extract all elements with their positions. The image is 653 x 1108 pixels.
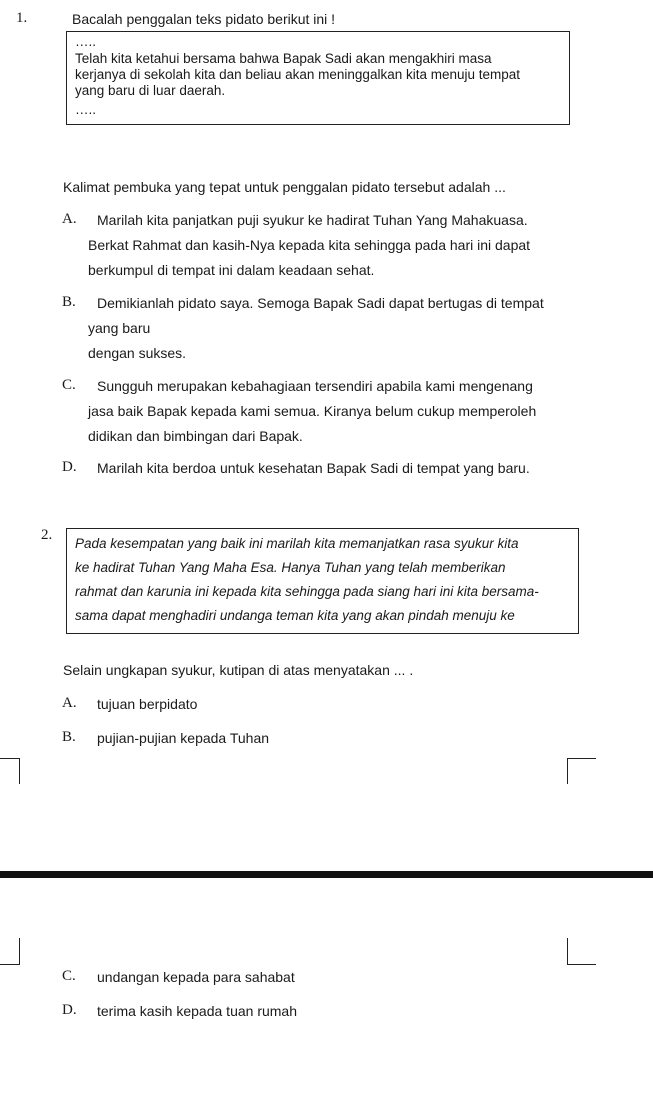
page-corner-mark: [19, 938, 20, 965]
page-corner-mark: [0, 758, 20, 759]
speech-excerpt-box: [66, 31, 570, 125]
excerpt-line: kerjanya di sekolah kita dan beliau akan meninggalkan kita menuju tempat: [75, 67, 521, 82]
quote-line: ke hadirat Tuhan Yang Maha Esa. Hanya Tuhan yang telah memberikan: [75, 560, 506, 575]
quote-box: [66, 528, 579, 634]
excerpt-line: Telah kita ketahui bersama bahwa Bapak Sadi akan mengakhiri masa: [75, 51, 492, 66]
option-c-text[interactable]: jasa baik Bapak kepada kami semua. Kiranya belum cukup memperoleh: [88, 403, 537, 419]
option-d-letter: D.: [62, 1002, 77, 1018]
quote-line: sama dapat menghadiri undanga teman kita yang akan pindah menuju ke: [75, 608, 515, 623]
option-b-text[interactable]: Demikianlah pidato saya. Semoga Bapak Sadi dapat bertugas di tempat: [97, 295, 544, 311]
option-a-text[interactable]: Berkat Rahmat dan kasih-Nya kepada kita sehingga pada hari ini dapat: [88, 237, 531, 253]
question-1-prompt: Kalimat pembuka yang tepat untuk penggalan pidato tersebut adalah ...: [63, 179, 506, 195]
option-a-text[interactable]: tujuan berpidato: [97, 696, 198, 712]
page-corner-mark: [567, 758, 596, 759]
page-corner-mark: [19, 758, 20, 784]
question-2-number: 2.: [41, 527, 53, 543]
page-corner-mark: [567, 938, 568, 965]
page-break-band: [0, 871, 653, 878]
quote-line: Pada kesempatan yang baik ini marilah kita memanjatkan rasa syukur kita: [75, 536, 519, 551]
option-a-letter: A.: [62, 695, 77, 711]
option-b-letter: B.: [62, 729, 76, 745]
question-1-instruction: Bacalah penggalan teks pidato berikut ini !: [72, 11, 336, 27]
option-d-text[interactable]: Marilah kita berdoa untuk kesehatan Bapak Sadi di tempat yang baru.: [97, 460, 530, 476]
option-d-text[interactable]: terima kasih kepada tuan rumah: [97, 1003, 297, 1019]
option-c-letter: C.: [62, 968, 76, 984]
option-a-letter: A.: [62, 211, 77, 227]
question-1-number: 1.: [16, 10, 28, 26]
option-c-text[interactable]: didikan dan bimbingan dari Bapak.: [88, 428, 303, 444]
ellipsis-end: …..: [75, 102, 97, 117]
page-corner-mark: [567, 758, 568, 784]
option-b-text[interactable]: yang baru: [88, 320, 151, 336]
option-c-text[interactable]: Sungguh merupakan kebahagiaan tersendiri apabila kami mengenang: [97, 378, 533, 394]
option-a-text[interactable]: berkumpul di tempat ini dalam keadaan sehat.: [88, 262, 375, 278]
page-corner-mark: [0, 964, 20, 965]
option-b-text[interactable]: pujian-pujian kepada Tuhan: [97, 730, 270, 746]
question-2-prompt: Selain ungkapan syukur, kutipan di atas menyatakan ... .: [63, 662, 414, 678]
option-b-letter: B.: [62, 294, 76, 310]
option-a-text[interactable]: Marilah kita panjatkan puji syukur ke hadirat Tuhan Yang Mahakuasa.: [97, 212, 528, 228]
ellipsis-start: …..: [75, 34, 97, 49]
quote-line: rahmat dan karunia ini kepada kita sehingga pada siang hari ini kita bersama-: [75, 584, 539, 599]
page-corner-mark: [567, 964, 596, 965]
option-c-text[interactable]: undangan kepada para sahabat: [97, 969, 295, 985]
option-b-text[interactable]: dengan sukses.: [88, 345, 187, 361]
excerpt-line: yang baru di luar daerah.: [75, 83, 226, 98]
option-d-letter: D.: [62, 459, 77, 475]
option-c-letter: C.: [62, 377, 76, 393]
